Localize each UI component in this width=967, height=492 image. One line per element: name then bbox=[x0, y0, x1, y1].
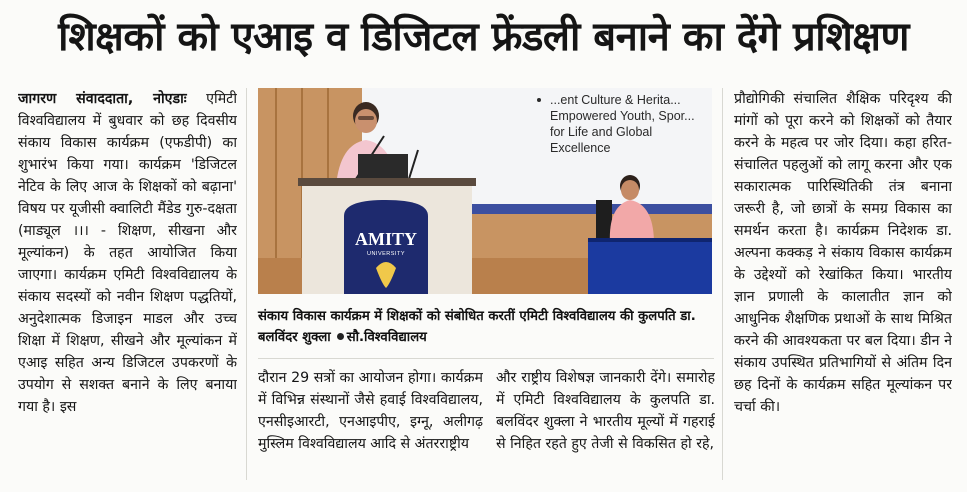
article-column-2 bbox=[258, 367, 483, 481]
screen-line-4: Excellence bbox=[550, 141, 611, 155]
article-column-1 bbox=[18, 88, 237, 480]
headline: शिक्षकों को एआइ व डिजिटल फ्रेंडली बनाने का देंगे प्रशिक्षण bbox=[58, 14, 909, 60]
column-4-body: प्रौद्योगिकी संचालित शैक्षिक परिदृश्य की मांगों को पूरा करने को शिक्षकों को तैयार करने के महत्व पर जोर दिया। कहा हरित-संचालित पहलुओं को लागू करना और एक सकारात्मक पारिस्थितिकी तंत्र बनाना जरूरी है, जो छात्रों के समग्र विकास का समर्थन करता है। कार्यक्रम निदेशक डा. अल्पना कक्कड़ ने संकाय विकास कार्यक्रम के उद्देश्यों को रेखांकित किया। भारतीय ज्ञान प्रणाली के कालातीत ज्ञान को आधुनिक शैक्षणिक प्रथाओं के साथ मिश्रित करने की आवश्यकता पर बल दिया। डीन ने संकाय उपस्थित प्रतिभागियों से अंतिम दिन छह दिनों के कार्यक्रम सहित मूल्यांकन पर चर्चा की। bbox=[734, 91, 952, 415]
column-2-body: दौरान 29 सत्रों का आयोजन होगा। कार्यक्रम में विभिन्न संस्थानों जैसे हवाई विश्वविद्यालय, एनसीइआरटी, एनआइपीए, इग्नू, अलीगढ़ मुस्लिम विश्वविद्यालय आदि से अंतरराष्ट्रीय bbox=[258, 370, 483, 452]
article-column-3 bbox=[496, 367, 715, 481]
column-3-body: और राष्ट्रीय विशेषज्ञ जानकारी देंगे। समारोह में एमिटी विश्वविद्यालय के कुलपति डा. बलविंदर शुक्ला ने भारतीय मूल्यों में गहराई से निहित रहते हुए तेजी से विकसित हो रहे, bbox=[496, 370, 715, 452]
event-photo-illustration bbox=[258, 88, 712, 294]
photo-caption bbox=[258, 306, 714, 348]
podium-logo-subtitle: UNIVERSITY bbox=[366, 251, 406, 257]
screen-line-2: Empowered Youth, Spor... bbox=[550, 109, 695, 123]
podium-logo-text: AMITY bbox=[355, 229, 417, 249]
caption-text: संकाय विकास कार्यक्रम में शिक्षकों को संबोधित करतीं एमिटी विश्वविद्यालय की कुलपति डा. बलविंदर शुक्ला bbox=[258, 309, 696, 345]
column-divider bbox=[722, 88, 723, 480]
column-1-body: एमिटी विश्वविद्यालय में बुधवार को छह दिवसीय संकाय विकास कार्यक्रम (एफडीपी) का शुभारंभ किया गया। कार्यक्रम 'डिजिटल नेटिव के लिए आज के शिक्षकों को बढ़ाना' विषय पर यूजीसी क्वालिटी मैंडेड गुरु-दक्षता (माड्यूल ।।। - शिक्षण, सीखना और मूल्यांकन) के तहत आयोजित किया जाएगा। कार्यक्रम एमिटी विश्वविद्यालय के संकाय सदस्यों को नवीन शिक्षण पद्धतियों, अनुदेशात्मक डिजाइन माडल और उच्च शिक्षा में शिक्षण, सीखने और मूल्यांकन में एआइ सहित अन्य डिजिटल उपकरणों के उपयोग से सशक्त बनाने के लिए बनाया गया है। इस bbox=[18, 91, 237, 415]
screen-line-1: ...ent Culture & Herita... bbox=[550, 93, 681, 107]
bullet-icon bbox=[537, 98, 541, 102]
event-photo bbox=[258, 88, 712, 294]
column-1-text bbox=[18, 88, 237, 418]
byline: जागरण संवाददाता, नोएडाः bbox=[18, 91, 187, 107]
table-edge bbox=[588, 238, 712, 242]
article-column-4 bbox=[734, 88, 952, 480]
podium bbox=[298, 178, 476, 294]
table-cloth bbox=[588, 240, 712, 294]
photo-credit: सौ.विश्वविद्यालय bbox=[346, 330, 427, 345]
column-divider bbox=[246, 88, 247, 480]
screen-line-3: for Life and Global bbox=[550, 125, 653, 139]
caption-divider bbox=[258, 358, 714, 359]
bullet-icon bbox=[337, 333, 344, 340]
